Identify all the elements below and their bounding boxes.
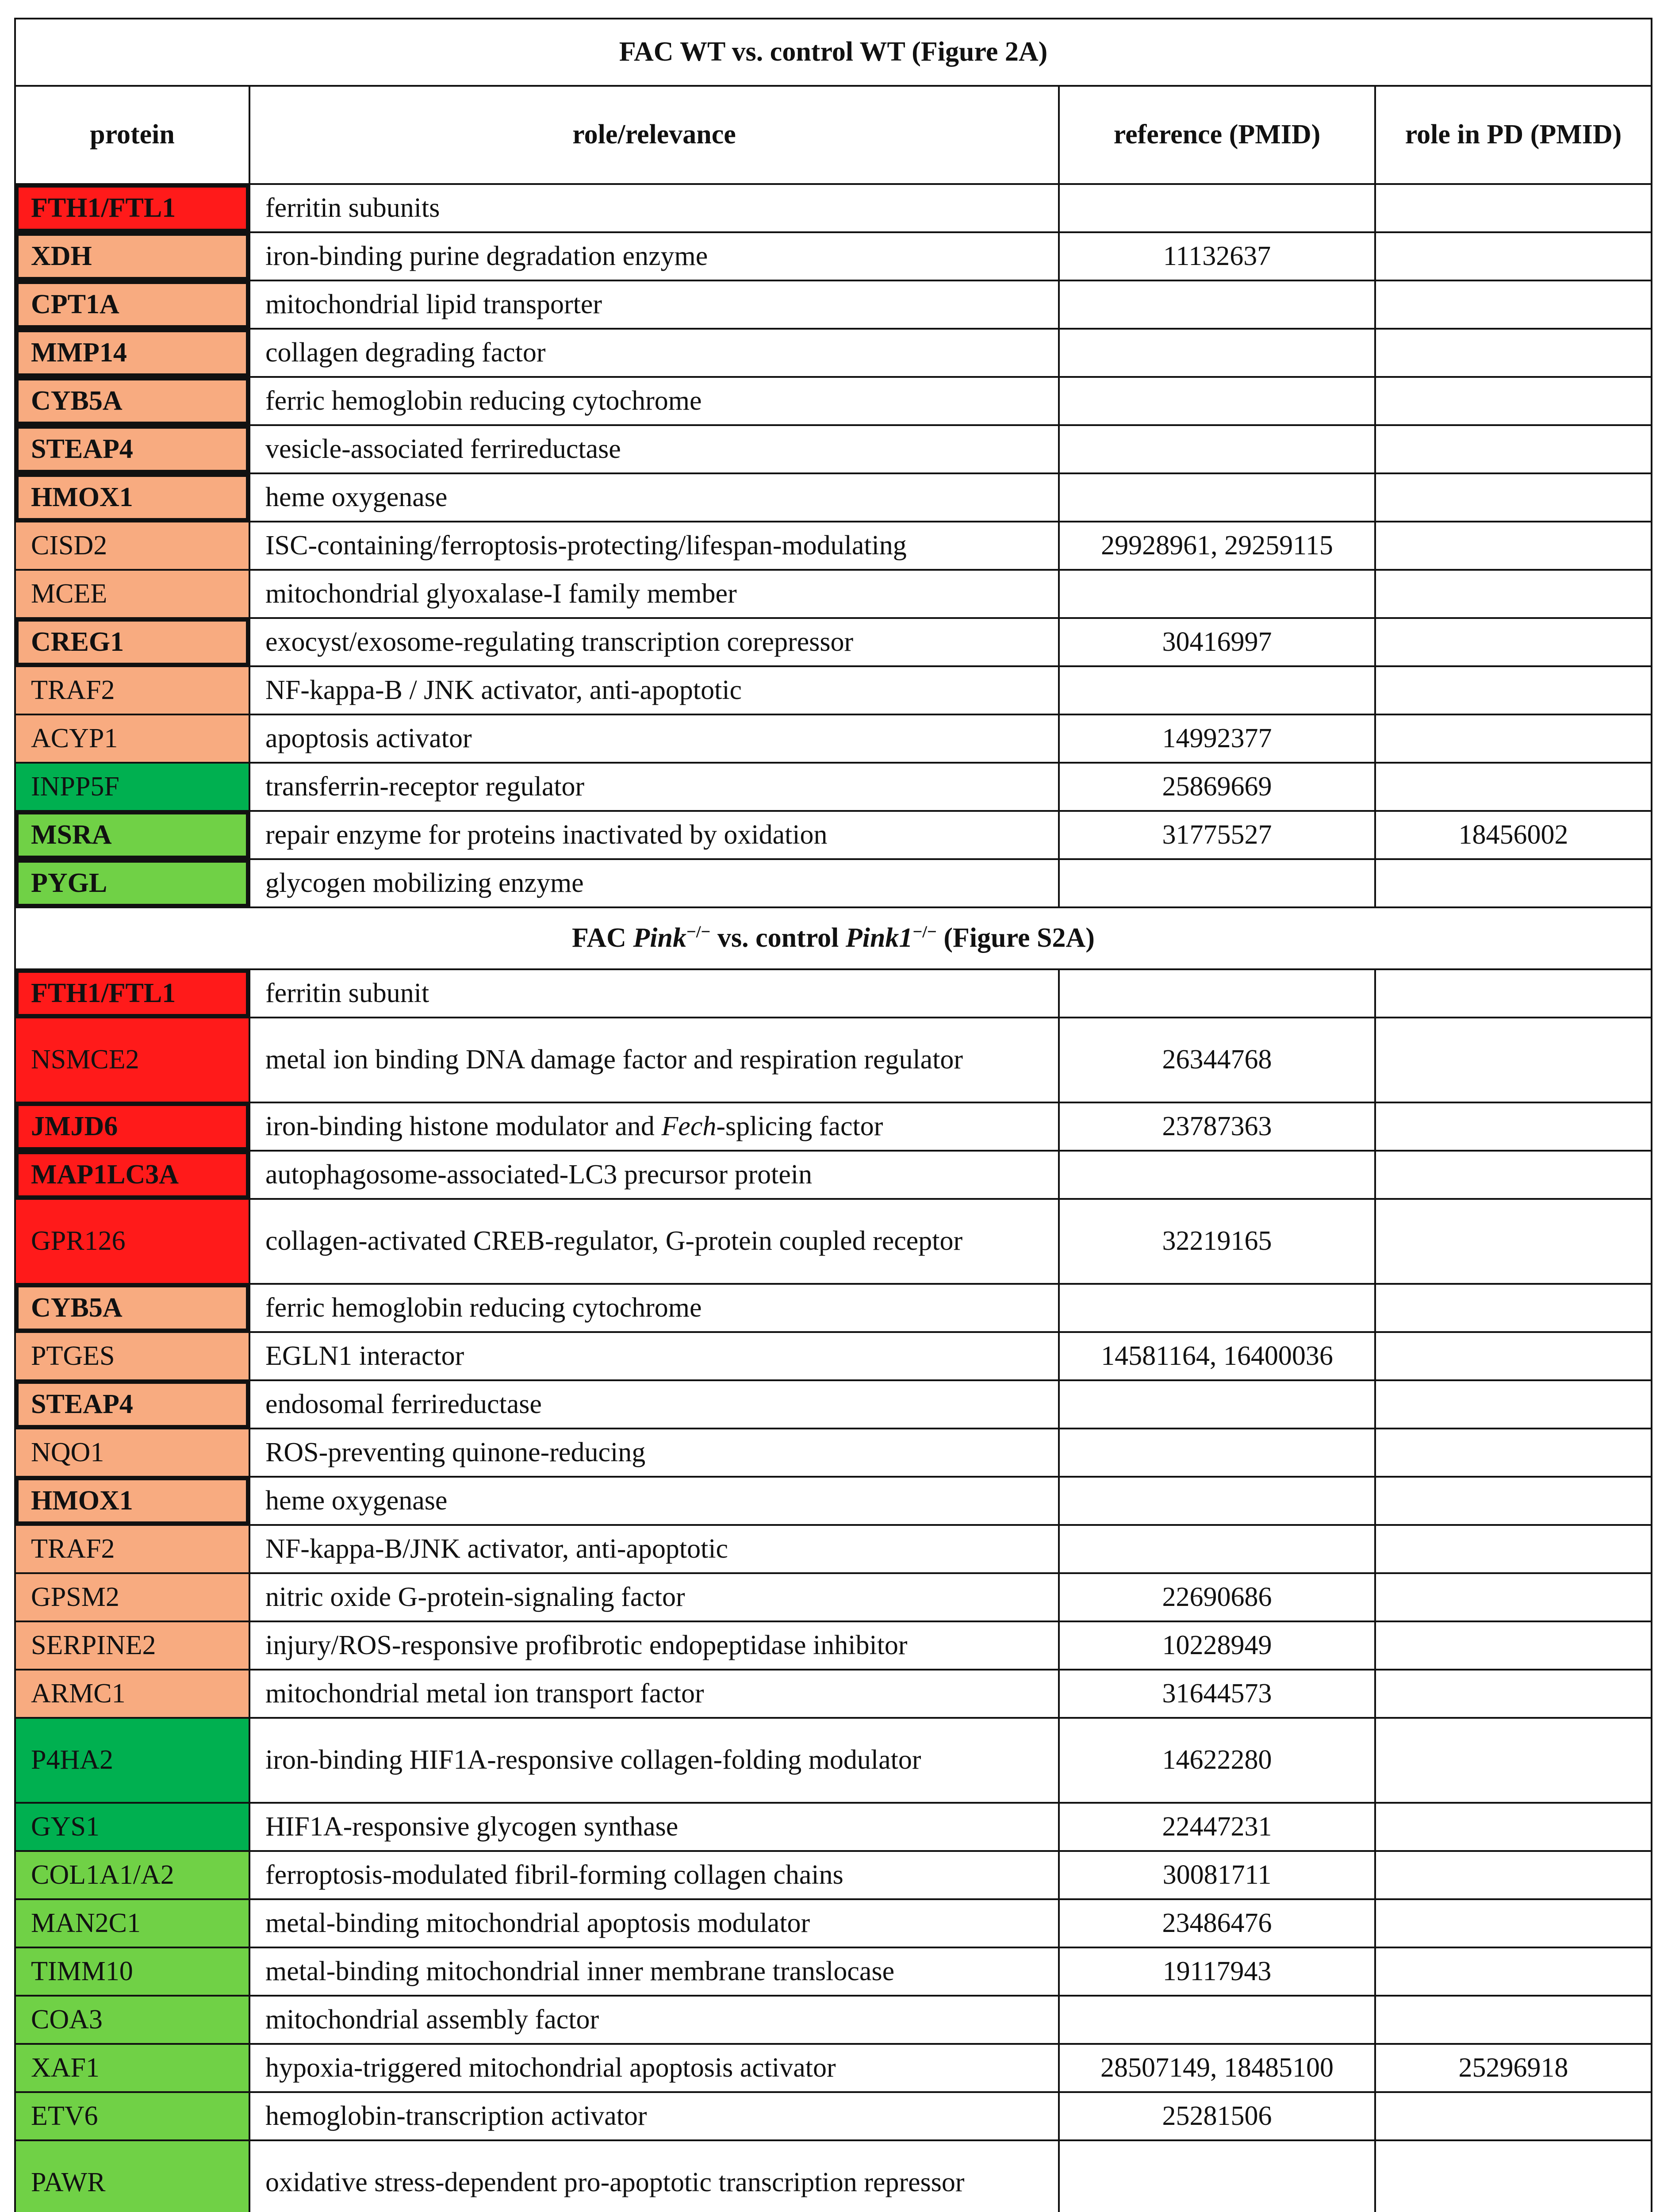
table-row <box>15 811 1652 859</box>
table-row <box>15 1429 1652 1477</box>
role-text-part: Fech <box>661 1111 717 1141</box>
reference-cell: 23486476 <box>1059 1899 1375 1947</box>
role-cell: autophagosome-associated-LC3 precursor protein <box>249 1151 1059 1199</box>
role-cell: hemoglobin-transcription activator <box>249 2092 1059 2140</box>
table-row <box>15 1332 1652 1380</box>
header-row <box>15 86 1652 184</box>
role-cell: metal-binding mitochondrial apoptosis modulator <box>249 1899 1059 1947</box>
protein-cell: XDH <box>15 232 249 280</box>
protein-cell: ETV6 <box>15 2092 249 2140</box>
pd-role-cell: 25296918 <box>1375 2044 1652 2092</box>
protein-cell: COL1A1/A2 <box>15 1851 249 1899</box>
section-title-part: −/− <box>912 922 937 941</box>
role-cell: mitochondrial metal ion transport factor <box>249 1670 1059 1718</box>
role-cell: HIF1A-responsive glycogen synthase <box>249 1803 1059 1851</box>
pd-role-cell <box>1375 1621 1652 1670</box>
pd-role-cell <box>1375 1018 1652 1102</box>
protein-cell: PAWR <box>15 2140 249 2212</box>
role-cell: glycogen mobilizing enzyme <box>249 859 1059 907</box>
protein-cell: CYB5A <box>15 1284 249 1332</box>
reference-cell <box>1059 184 1375 232</box>
protein-cell: STEAP4 <box>15 1380 249 1429</box>
table-row <box>15 714 1652 763</box>
role-cell: apoptosis activator <box>249 714 1059 763</box>
role-cell: nitric oxide G-protein-signaling factor <box>249 1573 1059 1621</box>
reference-cell: 11132637 <box>1059 232 1375 280</box>
protein-cell: COA3 <box>15 1996 249 2044</box>
reference-cell: 31644573 <box>1059 1670 1375 1718</box>
table-row <box>15 1621 1652 1670</box>
protein-cell: ARMC1 <box>15 1670 249 1718</box>
protein-cell: FTH1/FTL1 <box>15 969 249 1018</box>
pd-role-cell <box>1375 666 1652 714</box>
pd-role-cell <box>1375 1477 1652 1525</box>
pd-role-cell <box>1375 1332 1652 1380</box>
reference-cell: 22447231 <box>1059 1803 1375 1851</box>
reference-cell: 14581164, 16400036 <box>1059 1332 1375 1380</box>
table-row <box>15 618 1652 666</box>
role-cell: heme oxygenase <box>249 473 1059 522</box>
pd-role-cell <box>1375 1851 1652 1899</box>
protein-cell: ACYP1 <box>15 714 249 763</box>
pd-role-cell <box>1375 1803 1652 1851</box>
protein-cell: GPR126 <box>15 1199 249 1284</box>
table-row <box>15 1018 1652 1102</box>
pd-role-cell <box>1375 1718 1652 1803</box>
table-row <box>15 1670 1652 1718</box>
protein-cell: XAF1 <box>15 2044 249 2092</box>
header-reference: reference (PMID) <box>1059 86 1375 184</box>
table-row <box>15 184 1652 232</box>
protein-cell: PYGL <box>15 859 249 907</box>
section-title-part: FAC <box>572 923 633 953</box>
protein-cell: MSRA <box>15 811 249 859</box>
reference-cell <box>1059 473 1375 522</box>
protein-cell: NQO1 <box>15 1429 249 1477</box>
protein-cell: MMP14 <box>15 329 249 377</box>
role-cell: mitochondrial lipid transporter <box>249 280 1059 329</box>
table-body <box>15 19 1652 2212</box>
protein-cell: TIMM10 <box>15 1947 249 1996</box>
section-title-part: vs. control <box>710 923 846 953</box>
reference-cell <box>1059 570 1375 618</box>
pd-role-cell <box>1375 280 1652 329</box>
protein-cell: STEAP4 <box>15 425 249 473</box>
pd-role-cell <box>1375 377 1652 425</box>
table-row <box>15 1151 1652 1199</box>
section-title <box>15 907 1652 969</box>
role-cell: metal-binding mitochondrial inner membrane translocase <box>249 1947 1059 1996</box>
role-cell: heme oxygenase <box>249 1477 1059 1525</box>
table-row <box>15 1284 1652 1332</box>
pd-role-cell <box>1375 1996 1652 2044</box>
role-cell: injury/ROS-responsive profibrotic endopeptidase inhibitor <box>249 1621 1059 1670</box>
pd-role-cell <box>1375 184 1652 232</box>
table-row <box>15 1947 1652 1996</box>
role-cell: oxidative stress-dependent pro-apoptotic transcription repressor <box>249 2140 1059 2212</box>
role-cell: ISC-containing/ferroptosis-protecting/lifespan-modulating <box>249 522 1059 570</box>
protein-cell: GPSM2 <box>15 1573 249 1621</box>
role-cell <box>249 1102 1059 1151</box>
reference-cell <box>1059 2140 1375 2212</box>
protein-cell: HMOX1 <box>15 1477 249 1525</box>
table-row <box>15 522 1652 570</box>
reference-cell: 22690686 <box>1059 1573 1375 1621</box>
pd-role-cell <box>1375 1102 1652 1151</box>
table-row <box>15 1851 1652 1899</box>
section-title-part: −/− <box>686 922 711 941</box>
protein-cell: HMOX1 <box>15 473 249 522</box>
pd-role-cell <box>1375 1380 1652 1429</box>
pd-role-cell <box>1375 1947 1652 1996</box>
pd-role-cell <box>1375 714 1652 763</box>
protein-table <box>14 18 1652 2212</box>
table-row <box>15 666 1652 714</box>
role-cell: ferritin subunits <box>249 184 1059 232</box>
pd-role-cell <box>1375 2092 1652 2140</box>
protein-cell: INPP5F <box>15 763 249 811</box>
protein-cell: P4HA2 <box>15 1718 249 1803</box>
pd-role-cell <box>1375 1284 1652 1332</box>
role-cell: exocyst/exosome-regulating transcription corepressor <box>249 618 1059 666</box>
protein-cell: JMJD6 <box>15 1102 249 1151</box>
reference-cell <box>1059 280 1375 329</box>
table-row <box>15 763 1652 811</box>
role-cell: metal ion binding DNA damage factor and respiration regulator <box>249 1018 1059 1102</box>
role-cell: NF-kappa-B/JNK activator, anti-apoptotic <box>249 1525 1059 1573</box>
reference-cell: 25281506 <box>1059 2092 1375 2140</box>
pd-role-cell <box>1375 2140 1652 2212</box>
role-cell: collagen-activated CREB-regulator, G-protein coupled receptor <box>249 1199 1059 1284</box>
section-title: FAC WT vs. control WT (Figure 2A) <box>15 19 1652 86</box>
role-cell: transferrin-receptor regulator <box>249 763 1059 811</box>
reference-cell <box>1059 859 1375 907</box>
section-title-row <box>15 907 1652 969</box>
pd-role-cell <box>1375 522 1652 570</box>
section-title-part: Pink <box>633 923 686 953</box>
pd-role-cell <box>1375 618 1652 666</box>
reference-cell <box>1059 1996 1375 2044</box>
reference-cell: 25869669 <box>1059 763 1375 811</box>
pd-role-cell <box>1375 1429 1652 1477</box>
pd-role-cell <box>1375 1199 1652 1284</box>
table-row <box>15 232 1652 280</box>
role-cell: NF-kappa-B / JNK activator, anti-apoptotic <box>249 666 1059 714</box>
reference-cell <box>1059 1429 1375 1477</box>
table-row <box>15 329 1652 377</box>
protein-cell: FTH1/FTL1 <box>15 184 249 232</box>
reference-cell: 14622280 <box>1059 1718 1375 1803</box>
role-cell: ferric hemoglobin reducing cytochrome <box>249 1284 1059 1332</box>
protein-cell: CYB5A <box>15 377 249 425</box>
reference-cell: 30081711 <box>1059 1851 1375 1899</box>
table-row <box>15 1525 1652 1573</box>
reference-cell: 23787363 <box>1059 1102 1375 1151</box>
reference-cell <box>1059 666 1375 714</box>
table-row <box>15 2140 1652 2212</box>
protein-cell: CREG1 <box>15 618 249 666</box>
role-cell: mitochondrial assembly factor <box>249 1996 1059 2044</box>
protein-cell: MAN2C1 <box>15 1899 249 1947</box>
reference-cell: 32219165 <box>1059 1199 1375 1284</box>
reference-cell: 26344768 <box>1059 1018 1375 1102</box>
protein-cell: SERPINE2 <box>15 1621 249 1670</box>
reference-cell <box>1059 425 1375 473</box>
table-row <box>15 1573 1652 1621</box>
pd-role-cell <box>1375 1573 1652 1621</box>
table-row <box>15 859 1652 907</box>
reference-cell <box>1059 1151 1375 1199</box>
table-row <box>15 1380 1652 1429</box>
table-row <box>15 1803 1652 1851</box>
protein-cell: PTGES <box>15 1332 249 1380</box>
pd-role-cell <box>1375 329 1652 377</box>
protein-cell: GYS1 <box>15 1803 249 1851</box>
reference-cell <box>1059 1525 1375 1573</box>
role-cell: collagen degrading factor <box>249 329 1059 377</box>
pd-role-cell <box>1375 473 1652 522</box>
reference-cell <box>1059 1284 1375 1332</box>
reference-cell <box>1059 1477 1375 1525</box>
role-cell: ferritin subunit <box>249 969 1059 1018</box>
role-text-part: iron-binding histone modulator and <box>265 1111 662 1141</box>
protein-cell: CISD2 <box>15 522 249 570</box>
role-cell: vesicle-associated ferrireductase <box>249 425 1059 473</box>
pd-role-cell <box>1375 570 1652 618</box>
role-cell: mitochondrial glyoxalase-I family member <box>249 570 1059 618</box>
table-row <box>15 1477 1652 1525</box>
reference-cell <box>1059 969 1375 1018</box>
table-row <box>15 425 1652 473</box>
protein-cell: TRAF2 <box>15 666 249 714</box>
table-row <box>15 473 1652 522</box>
reference-cell: 19117943 <box>1059 1947 1375 1996</box>
section-title-row <box>15 19 1652 86</box>
reference-cell <box>1059 1380 1375 1429</box>
role-cell: EGLN1 interactor <box>249 1332 1059 1380</box>
pd-role-cell <box>1375 969 1652 1018</box>
reference-cell: 14992377 <box>1059 714 1375 763</box>
role-cell: ferric hemoglobin reducing cytochrome <box>249 377 1059 425</box>
table-row <box>15 377 1652 425</box>
table-row <box>15 2092 1652 2140</box>
table-row <box>15 969 1652 1018</box>
table-row <box>15 1199 1652 1284</box>
table-row <box>15 2044 1652 2092</box>
reference-cell: 29928961, 29259115 <box>1059 522 1375 570</box>
pd-role-cell <box>1375 1151 1652 1199</box>
role-cell: hypoxia-triggered mitochondrial apoptosis activator <box>249 2044 1059 2092</box>
protein-cell: CPT1A <box>15 280 249 329</box>
protein-cell: MAP1LC3A <box>15 1151 249 1199</box>
reference-cell <box>1059 329 1375 377</box>
reference-cell: 30416997 <box>1059 618 1375 666</box>
protein-cell: NSMCE2 <box>15 1018 249 1102</box>
role-cell: repair enzyme for proteins inactivated by oxidation <box>249 811 1059 859</box>
header-role: role/relevance <box>249 86 1059 184</box>
reference-cell: 31775527 <box>1059 811 1375 859</box>
section-title-part: (Figure S2A) <box>936 923 1095 953</box>
protein-cell: TRAF2 <box>15 1525 249 1573</box>
role-cell: endosomal ferrireductase <box>249 1380 1059 1429</box>
pd-role-cell <box>1375 425 1652 473</box>
role-text-part: -splicing factor <box>716 1111 883 1141</box>
pd-role-cell <box>1375 1670 1652 1718</box>
table-row <box>15 570 1652 618</box>
role-cell: iron-binding purine degradation enzyme <box>249 232 1059 280</box>
table-row <box>15 1102 1652 1151</box>
pd-role-cell <box>1375 1525 1652 1573</box>
role-cell: ROS-preventing quinone-reducing <box>249 1429 1059 1477</box>
pd-role-cell: 18456002 <box>1375 811 1652 859</box>
protein-cell: MCEE <box>15 570 249 618</box>
table-row <box>15 1996 1652 2044</box>
pd-role-cell <box>1375 859 1652 907</box>
reference-cell: 28507149, 18485100 <box>1059 2044 1375 2092</box>
reference-cell <box>1059 377 1375 425</box>
table-row <box>15 280 1652 329</box>
role-cell: ferroptosis-modulated fibril-forming collagen chains <box>249 1851 1059 1899</box>
table-row <box>15 1718 1652 1803</box>
table-row <box>15 1899 1652 1947</box>
header-protein: protein <box>15 86 249 184</box>
reference-cell: 10228949 <box>1059 1621 1375 1670</box>
pd-role-cell <box>1375 763 1652 811</box>
role-cell: iron-binding HIF1A-responsive collagen-folding modulator <box>249 1718 1059 1803</box>
section-title-part: Pink1 <box>845 923 913 953</box>
pd-role-cell <box>1375 232 1652 280</box>
header-role-in-pd: role in PD (PMID) <box>1375 86 1652 184</box>
pd-role-cell <box>1375 1899 1652 1947</box>
